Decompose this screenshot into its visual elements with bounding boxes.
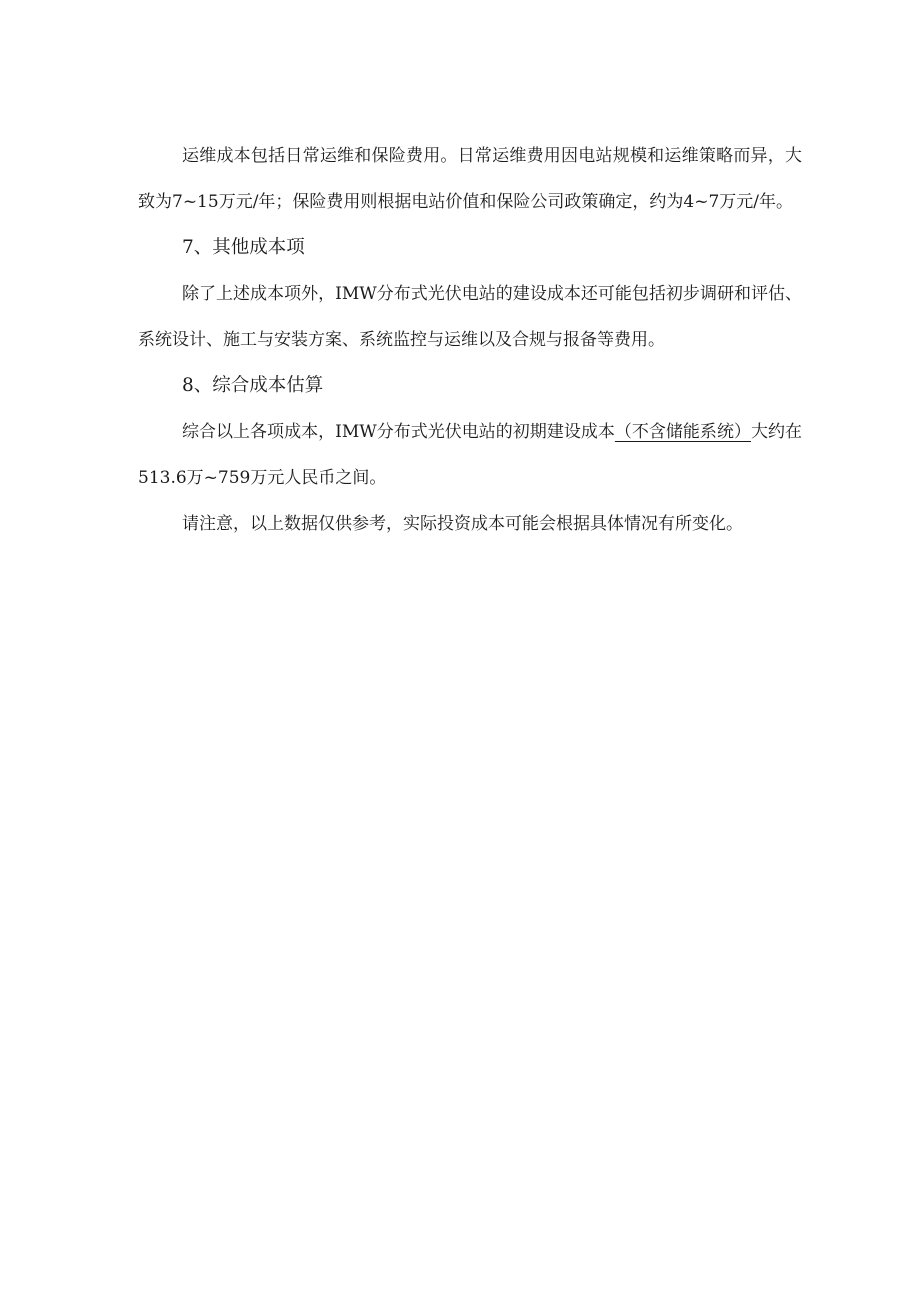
paragraph-total-cost (138, 409, 802, 501)
excluding-storage-note: （不含储能系统） (614, 422, 751, 442)
total-cost-text-end: 大约在513.6万~759万元人民币之间。 (138, 422, 802, 488)
document-body (138, 133, 802, 547)
paragraph-disclaimer: 请注意，以上数据仅供参考，实际投资成本可能会根据具体情况有所变化。 (182, 514, 743, 534)
paragraph-operation-cost: 运维成本包括日常运维和保险费用。日常运维费用因电站规模和运维策略而异，大致为7~15万元/年；保险费用则根据电站价值和保险公司政策确定，约为4~7万元/年。 (138, 146, 802, 212)
paragraph-other-costs: 除了上述成本项外，IMW分布式光伏电站的建设成本还可能包括初步调研和评估、系统设计、施工与安装方案、系统监控与运维以及合规与报备等费用。 (138, 284, 802, 350)
total-cost-text-start: 综合以上各项成本，IMW分布式光伏电站的初期建设成本 (182, 422, 615, 442)
heading-other-costs: 7、其他成本项 (182, 237, 305, 258)
heading-total-cost-estimate: 8、综合成本估算 (182, 375, 324, 396)
